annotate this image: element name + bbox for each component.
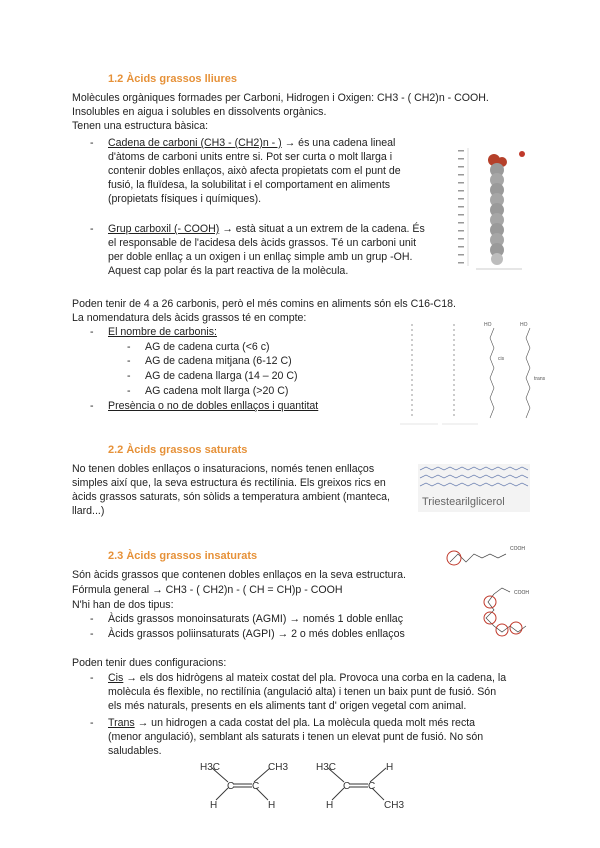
- trans-text-1: (menor angulació), semblant als saturats i tenen un elevat punt de fusió. No són: [108, 731, 484, 743]
- trans-atom-h2: H: [326, 800, 334, 811]
- svg-text:cis: cis: [498, 356, 505, 362]
- fig-label-cooh-1: COOH: [510, 546, 525, 552]
- carboxyl-text-3: Aquest cap polar és la part reactiva de la molècula.: [108, 265, 349, 277]
- bullet-dash: -: [90, 717, 94, 729]
- chain-short: AG de cadena curta (<6 c): [145, 341, 270, 353]
- trans-atom-ch3: CH3: [384, 800, 405, 811]
- carbon-chain-text-1: d'àtoms de carboni units entre si. Pot ser curta o molt llarga i: [108, 151, 393, 163]
- unsaturated-line-1: Són àcids grassos que contenen dobles enllaços en la seva estructura.: [72, 569, 406, 581]
- unsaturated-formula: Fórmula general → CH3 - ( CH2)n - ( CH = CH)p - COOH: [72, 584, 343, 596]
- saturated-line-0: No tenen dobles enllaços o insaturacions, només tenen enllaços: [72, 463, 375, 475]
- cis-atom-c2: C: [252, 781, 260, 792]
- svg-text:HO: HO: [484, 322, 492, 328]
- saturated-line-3: llard...): [72, 505, 105, 517]
- trans-atom-c2: C: [368, 781, 376, 792]
- bullet-dash: -: [90, 326, 94, 338]
- cis-text-1: molècula és flexible, no rectilínia (angulació alta) i tenen un baix punt de fusió. Són: [108, 686, 497, 698]
- carboxyl-text-2: per doble enllaç a un oxigen i un enllaç simple amb un grup -OH.: [108, 251, 413, 263]
- trans-text-2: saludables.: [108, 745, 162, 757]
- carboxyl-text-1: el responsable de l'acidesa dels àcids grassos. Té un carboni unit: [108, 237, 417, 249]
- trans-molecule-diagram: [312, 758, 422, 814]
- intro-line-1: Molècules orgàniques formades per Carboni, Hidrogen i Oxigen: CH3 - ( CH2)n - COOH.: [72, 92, 489, 104]
- type-monounsaturated: Àcids grassos monoinsaturats (AGMI) → només 1 doble enllaç: [108, 613, 403, 625]
- carbon-chain-text-2: contenir dobles enllaços, això afecta propietats com el punt de: [108, 165, 401, 177]
- bullet-dash: -: [90, 613, 94, 625]
- section-title-free-fatty-acids: 1.2 Àcids grassos lliures: [108, 73, 238, 85]
- paragraph-nomenclature: La nomendatura dels àcids grassos té en compte:: [72, 312, 307, 324]
- bullet-dash: -: [90, 137, 94, 149]
- double-bonds-presence: Presència o no de dobles enllaços i quantitat: [108, 400, 319, 412]
- unsaturated-types-intro: N'hi han de dos tipus:: [72, 599, 174, 611]
- chain-long: AG de cadena llarga (14 – 20 C): [145, 370, 298, 382]
- trans-atom-h1: H: [386, 762, 394, 773]
- intro-line-3: Tenen una estructura bàsica:: [72, 120, 209, 132]
- bullet-cis: [108, 671, 528, 713]
- bullet-dash: -: [90, 223, 94, 235]
- trans-term: Trans: [108, 717, 135, 729]
- triglyceride-figure: [418, 464, 530, 512]
- section-title-unsaturated: 2.3 Àcids grassos insaturats: [108, 550, 258, 562]
- sub-bullet-dash: -: [127, 385, 131, 397]
- chain-very-long: AG cadena molt llarga (>20 C): [145, 385, 289, 397]
- fatty-acid-structures-figure: [398, 318, 548, 430]
- cis-atom-h2: H: [268, 800, 276, 810]
- sub-bullet-dash: -: [127, 355, 131, 367]
- bullet-trans: [108, 716, 528, 758]
- fatty-acid-model-figure: [452, 142, 542, 276]
- bullet-dash: -: [90, 628, 94, 640]
- trans-atom-c1: C: [343, 781, 351, 792]
- section-title-saturated: 2.2 Àcids grassos saturats: [108, 444, 248, 456]
- sub-bullet-dash: -: [127, 341, 131, 353]
- cis-text-2: els més naturals, presents en els aliments tant d' origen vegetal com animal.: [108, 700, 467, 712]
- cis-text-0: → els dos hidrògens al mateix costat del pla. Provoca una corba en la cadena, la: [126, 672, 507, 684]
- intro-line-2: Insolubles en aigua i solubles en dissolvents orgànics.: [72, 106, 327, 118]
- saturated-line-2: àcids grassos saturats, són sòlids a temperatura ambient (manteca,: [72, 491, 390, 503]
- trans-text-0: → un hidrogen a cada costat del pla. La molècula queda molt més recta: [137, 717, 476, 729]
- bullet-carbon-chain: [108, 136, 448, 206]
- saturated-line-1: simples així que, la seva estructura és rectilínia. Els greixos rics en: [72, 477, 386, 489]
- triglyceride-caption: Triestearilglicerol: [422, 496, 505, 508]
- fig-label-cooh-2: COOH: [514, 590, 529, 596]
- carbon-chain-term: Cadena de carboni (CH3 - (CH2)n - ): [108, 137, 282, 149]
- cis-term: Cis: [108, 672, 124, 684]
- carbon-chain-text-0: → és una cadena lineal: [284, 137, 396, 149]
- carbon-chain-text-3: fusió, la fluïdesa, la solubilitat i el comportament en aliments: [108, 179, 391, 191]
- cis-molecule-diagram: [196, 758, 306, 810]
- carboxyl-text-0: → està situat a un extrem de la cadena. És: [222, 223, 425, 235]
- cis-atom-h1: H: [210, 800, 218, 810]
- trans-atom-h3c: H3C: [316, 762, 337, 773]
- triglyceride-chains: [418, 464, 530, 494]
- cis-atom-c1: C: [227, 781, 235, 792]
- carboxyl-term: Grup carboxil (- COOH): [108, 223, 220, 235]
- svg-text:trans: trans: [534, 376, 546, 382]
- sub-bullet-dash: -: [127, 370, 131, 382]
- configurations-intro: Poden tenir dues configuracions:: [72, 657, 227, 669]
- type-polyunsaturated: Àcids grassos poliinsaturats (AGPI) → 2 o més dobles enllaços: [108, 628, 405, 640]
- bullet-carboxyl-group: [108, 222, 448, 278]
- carbon-number-heading: El nombre de carbonis:: [108, 326, 217, 338]
- svg-text:HO: HO: [520, 322, 528, 328]
- bullet-dash: -: [90, 400, 94, 412]
- paragraph-carbons: Poden tenir de 4 a 26 carbonis, però el més comins en aliments són els C16-C18.: [72, 298, 456, 310]
- cis-atom-ch3: CH3: [268, 762, 289, 773]
- carbon-chain-text-4: (propietats físiques i químiques).: [108, 193, 262, 205]
- chain-medium: AG de cadena mitjana (6-12 C): [145, 355, 292, 367]
- cis-atom-h3c: H3C: [200, 762, 221, 773]
- saturated-paragraph: [72, 462, 412, 518]
- unsaturated-structures-figure: [440, 540, 540, 640]
- bullet-dash: -: [90, 672, 94, 684]
